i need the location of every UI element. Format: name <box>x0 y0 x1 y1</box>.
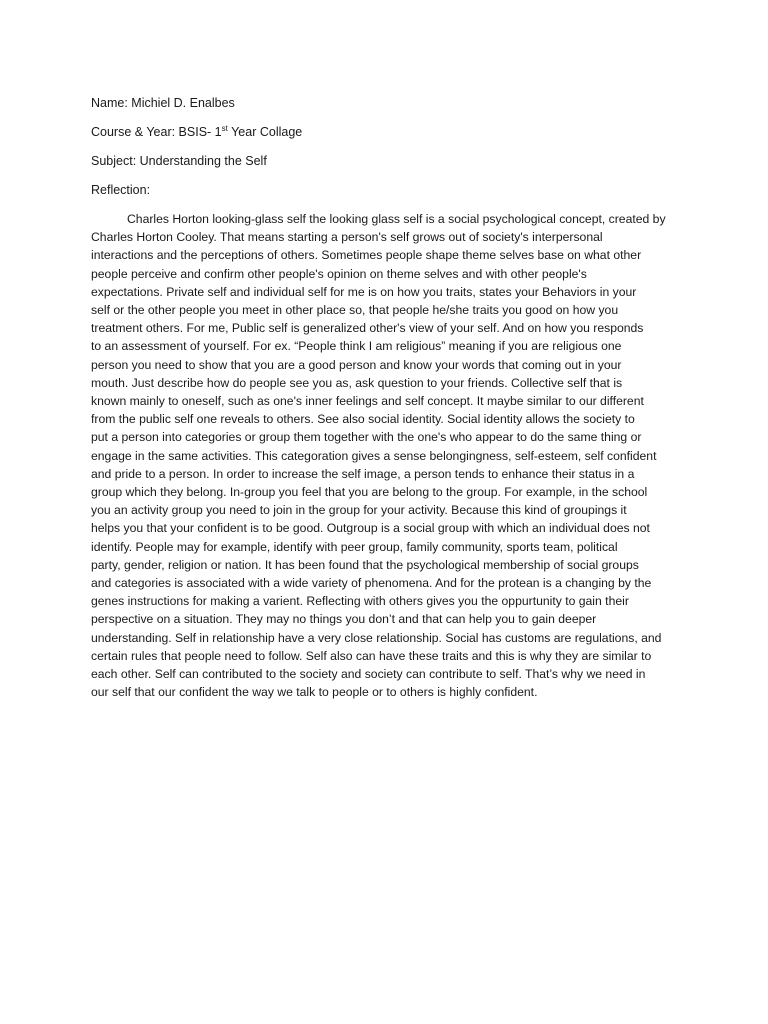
paragraph-line: mouth. Just describe how do people see you as, ask question to your friends. Collective self that is <box>91 375 623 390</box>
paragraph-line: person you need to show that you are a good person and know your words that coming out in your <box>91 357 622 372</box>
course-suffix: Year Collage <box>227 125 303 139</box>
paragraph-line: and categories is associated with a wide variety of phenomena. And for the protean is a changing by the <box>91 576 652 591</box>
course-ordinal-suffix: st <box>221 123 228 133</box>
course-year <box>91 124 302 140</box>
paragraph-line: party, gender, religion or nation. It has been found that the psychological membership of social groups <box>91 557 639 572</box>
paragraph-line: known mainly to oneself, such as one's inner feelings and self concept. It maybe similar to our different <box>91 394 644 409</box>
paragraph-line: Charles Horton looking-glass self the looking glass self is a social psychological concept, created by <box>127 212 666 226</box>
subject-line: Subject: Understanding the Self <box>91 154 267 168</box>
paragraph-line: and pride to a person. In order to increase the self image, a person tends to enhance their status in a <box>91 466 635 481</box>
paragraph-line: Charles Horton Cooley. That means starting a person's self grows out of society's interpersonal <box>91 230 603 245</box>
paragraph-line: helps you that your confident is to be good. Outgroup is a social group with which an individual does not <box>91 521 650 536</box>
paragraph-line: our self that our confident the way we talk to people or to others is highly confident. <box>91 685 538 700</box>
paragraph-line: each other. Self can contributed to the society and society can contribute to self. That’s why we need in <box>91 667 646 682</box>
paragraph-line: self or the other people you meet in other place so, that people he/she traits you good on how you <box>91 303 619 318</box>
reflection-label: Reflection: <box>91 183 151 197</box>
course-prefix: Course & Year: BSIS- 1 <box>91 125 222 139</box>
paragraph-line: interactions and the perceptions of others. Sometimes people shape theme selves base on what other <box>91 248 642 263</box>
paragraph-line: to an assessment of yourself. For ex. “People think I am religious” meaning if you are religious one <box>91 339 622 354</box>
paragraph-line: certain rules that people need to follow. Self also can have these traits and this is why they are similar to <box>91 648 652 663</box>
student-name: Name: Michiel D. Enalbes <box>91 96 235 110</box>
paragraph-line: treatment others. For me, Public self is generalized other's view of your self. And on how you responds <box>91 321 644 336</box>
paragraph-line: put a person into categories or group them together with the one's who appear to do the same thing or <box>91 430 642 445</box>
paragraph-line: you an activity group you need to join in the group for your activity. Because this kind of groupings it <box>91 503 627 518</box>
reflection-paragraph <box>91 210 677 701</box>
paragraph-line: engage in the same activities. This categoration gives a sense belongingness, self-esteem, self confident <box>91 448 657 463</box>
paragraph-line: people perceive and confirm other people's opinion on theme selves and with other people's <box>91 266 587 281</box>
paragraph-line: genes instructions for making a varient. Reflecting with others gives you the oppurtunity to gain their <box>91 594 629 609</box>
paragraph-line: expectations. Private self and individual self for me is on how you traits, states your Behaviors in your <box>91 284 637 299</box>
paragraph-line: from the public self one reveals to others. See also social identity. Social identity allows the society to <box>91 412 635 427</box>
paragraph-line: identify. People may for example, identify with peer group, family community, sports team, political <box>91 539 618 554</box>
paragraph-line: group which they belong. In-group you feel that you are belong to the group. For example, in the school <box>91 485 648 500</box>
paragraph-line: understanding. Self in relationship have a very close relationship. Social has customs are regulations, and <box>91 630 662 645</box>
paragraph-line: perspective on a situation. They may no things you don’t and that can help you to gain deeper <box>91 612 597 627</box>
